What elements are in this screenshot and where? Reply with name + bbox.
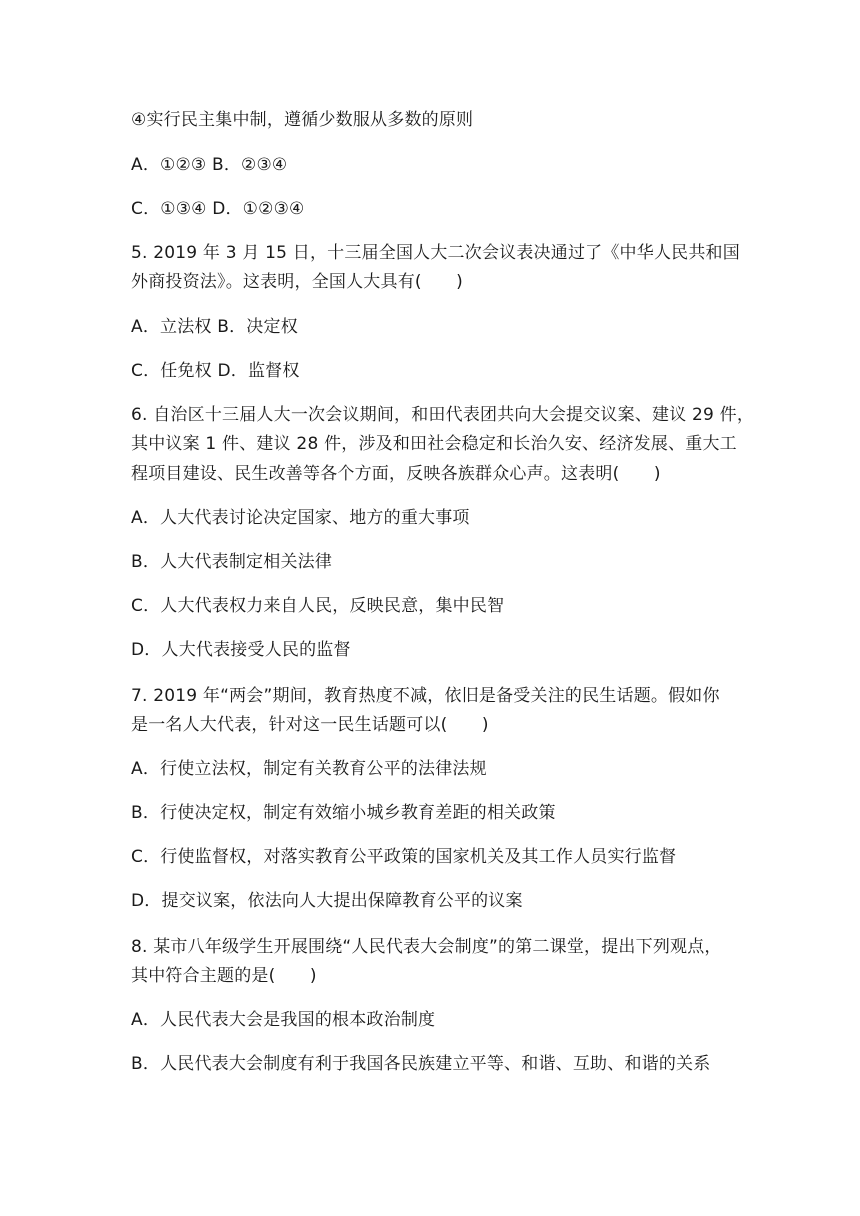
q6-stem-line-3: 程项目建设、民生改善等各个方面，反映各族群众心声。这表明( )	[131, 464, 661, 484]
q8-stem-line-1: 8. 某市八年级学生开展围绕“人民代表大会制度”的第二课堂，提出下列观点，	[131, 937, 722, 957]
q7-option-b: B．行使决定权，制定有效缩小城乡教育差距的相关政策	[131, 803, 556, 823]
q5-options-ab: A．立法权 B．决定权	[131, 317, 298, 337]
q6-option-b: B．人大代表制定相关法律	[131, 552, 333, 572]
q6-option-a: A．人大代表讨论决定国家、地方的重大事项	[131, 508, 470, 528]
q6-option-d: D．人大代表接受人民的监督	[131, 640, 351, 660]
q7-option-a: A．行使立法权，制定有关教育公平的法律法规	[131, 759, 487, 779]
q7-option-c: C．行使监督权，对落实教育公平政策的国家机关及其工作人员实行监督	[131, 847, 677, 867]
q4-options-ab: A．①②③ B．②③④	[131, 155, 288, 175]
q6-option-c: C．人大代表权力来自人民，反映民意，集中民智	[131, 596, 505, 616]
q5-options-cd: C．任免权 D．监督权	[131, 361, 300, 381]
q4-statement-4: ④实行民主集中制，遵循少数服从多数的原则	[131, 110, 474, 130]
q8-option-b: B．人民代表大会制度有利于我国各民族建立平等、和谐、互助、和谐的关系	[131, 1054, 711, 1074]
q7-stem-line-1: 7. 2019 年“两会”期间，教育热度不减，依旧是备受关注的民生话题。假如你	[131, 686, 720, 706]
q8-option-a: A．人民代表大会是我国的根本政治制度	[131, 1010, 436, 1030]
q8-stem-line-2: 其中符合主题的是( )	[131, 966, 317, 986]
q7-option-d: D．提交议案，依法向人大提出保障教育公平的议案	[131, 891, 523, 911]
q5-stem-line-1: 5. 2019 年 3 月 15 日，十三届全国人大二次会议表决通过了《中华人民共和国	[131, 243, 740, 263]
q6-stem-line-2: 其中议案 1 件、建议 28 件，涉及和田社会稳定和长治久安、经济发展、重大工	[131, 434, 737, 454]
q5-stem-line-2: 外商投资法》。这表明，全国人大具有( )	[131, 272, 463, 292]
q6-stem-line-1: 6. 自治区十三届人大一次会议期间，和田代表团共向大会提交议案、建议 29 件，	[131, 405, 755, 425]
q7-stem-line-2: 是一名人大代表，针对这一民生话题可以( )	[131, 715, 489, 735]
q4-options-cd: C．①③④ D．①②③④	[131, 199, 305, 219]
